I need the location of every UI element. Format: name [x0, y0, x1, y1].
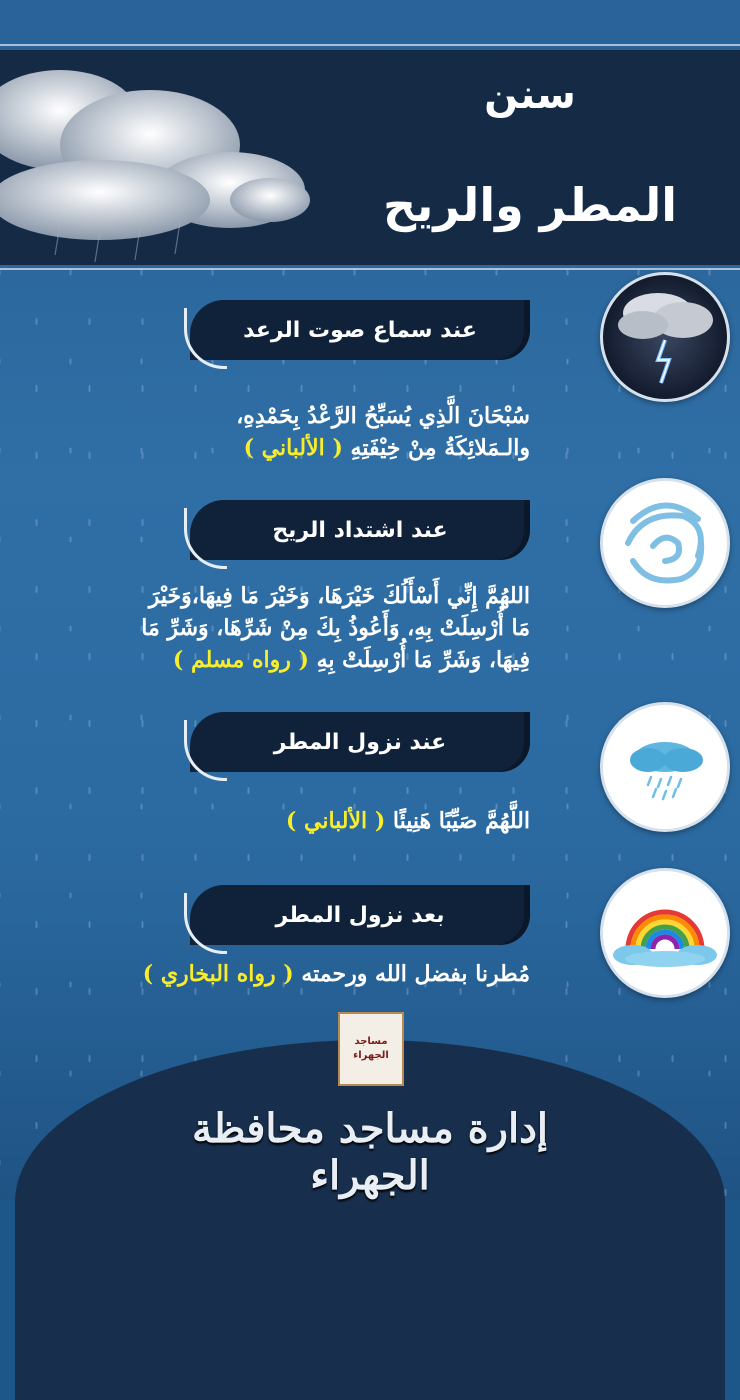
section-3-text: [150, 805, 530, 837]
section-1-line-2-row: [150, 432, 530, 464]
footer-arc: [15, 1040, 725, 1400]
top-divider: [0, 44, 740, 46]
section-2-source: ( رواه مسلم ): [172, 647, 309, 673]
section-4-line-1: مُطرنا بفضل الله ورحمته: [301, 961, 530, 987]
top-bar: [0, 0, 740, 48]
section-1-line-2: والـمَلائِكَةُ مِنْ خِيْفَتِهِ: [350, 435, 530, 461]
section-3-source: ( الألباني ): [285, 808, 386, 834]
rain-cloud-icon: [600, 702, 730, 832]
thunder-cloud-icon: [600, 272, 730, 402]
header-divider: [0, 268, 740, 270]
section-2-text: [110, 580, 530, 676]
logo-line-2: الجهراء: [353, 1050, 389, 1061]
section-2-label: عند اشتداد الريح: [190, 500, 530, 560]
footer-title: إدارة مساجد محافظة الجهراء: [192, 1105, 548, 1199]
section-1-label: عند سماع صوت الرعد: [190, 300, 530, 360]
logo-line-1: مساجد: [354, 1036, 388, 1047]
title-line-1: سنن: [484, 72, 576, 118]
rainbow-icon: [600, 868, 730, 998]
section-3-line-row: [150, 805, 530, 837]
section-2-line-1: اللهُمَّ إِنِّي أَسْأَلُكَ خَيْرَهَا، وَخَيْرَ مَا فِيهَا،وَخَيْرَ: [148, 583, 530, 609]
section-4-source: ( رواه البخاري ): [142, 961, 294, 987]
storm-cloud-icon: [0, 50, 310, 265]
section-4-text: [110, 958, 530, 990]
section-4-line-row: [110, 958, 530, 990]
section-1-source: ( الألباني ): [243, 435, 343, 461]
header-banner: [0, 50, 740, 265]
section-1-text: [150, 400, 530, 464]
logo: [338, 1012, 404, 1086]
section-2-line-2: مَا أُرْسِلَتْ بِهِ، وَأَعُوذُ بِكَ مِنْ شَرِّهَا، وَشَرِّ مَا: [141, 615, 530, 641]
section-2-line-3: فِيهَا، وَشَرِّ مَا أُرْسِلَتْ بِهِ: [316, 647, 530, 673]
section-4-label: بعد نزول المطر: [190, 885, 530, 945]
section-3-line-1: اللَّهُمَّ صَيِّبًا هَنِيئًا: [392, 808, 530, 834]
section-1-line-1: سُبْحَانَ الَّذِي يُسَبِّحُ الرَّعْدُ بِحَمْدِهِ،: [236, 403, 530, 429]
wind-swirl-icon: [600, 478, 730, 608]
section-3-label: عند نزول المطر: [190, 712, 530, 772]
section-2-line-3-row: [110, 644, 530, 676]
title-line-2: المطر والريح: [383, 178, 677, 232]
